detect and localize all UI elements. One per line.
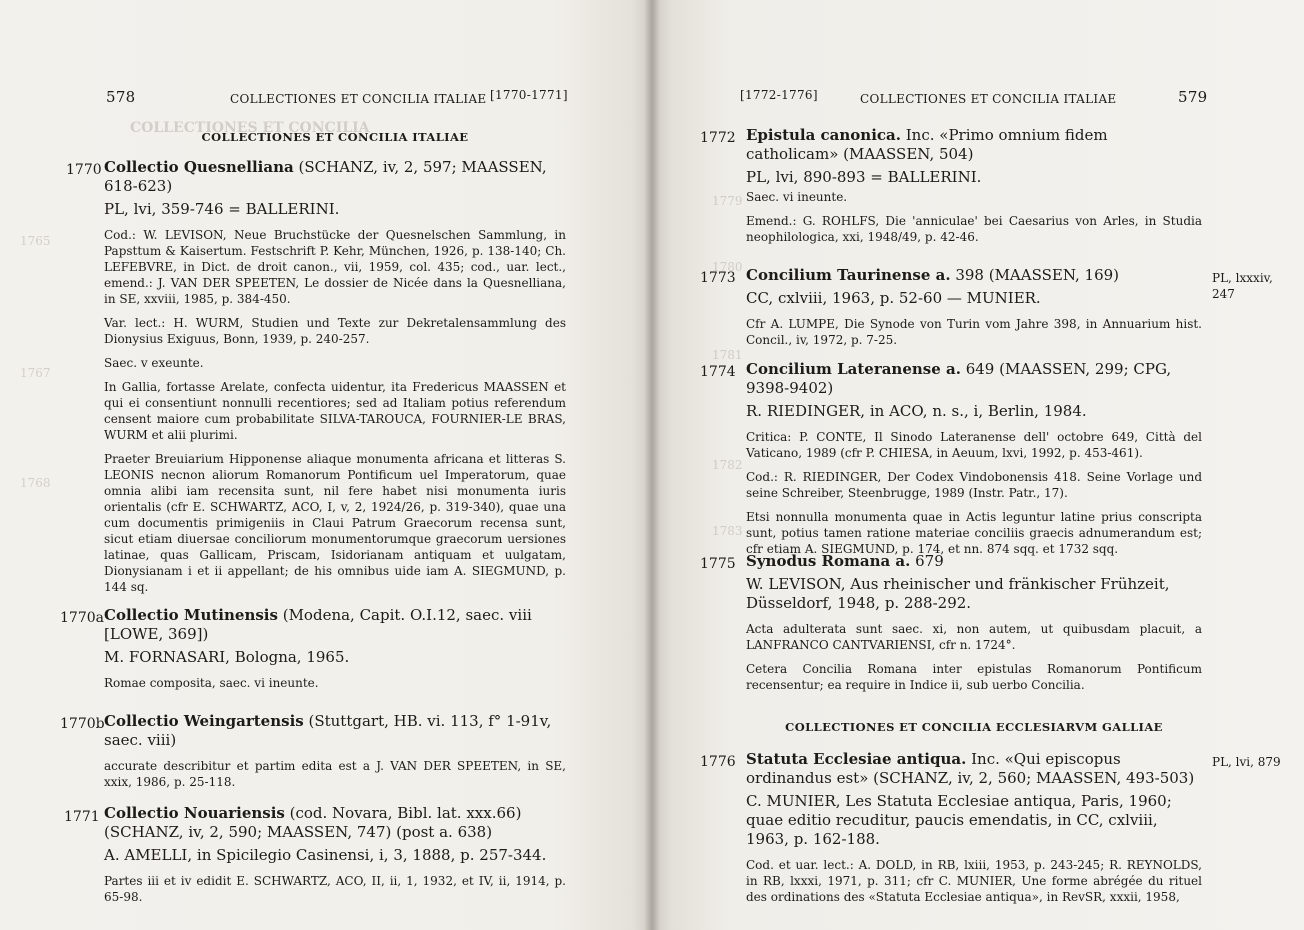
entry-number: 1772 (700, 130, 736, 146)
entry-note: Acta adulterata sunt saec. xi, non autem, ut quibusdam placuit, a LANFRANCO CANTVARIENSI, cfr n. 1724°. (746, 622, 1202, 652)
entry-number: 1773 (700, 270, 736, 286)
entry-number: 1770b (60, 716, 105, 732)
entry-number: 1770a (60, 610, 104, 626)
left-range: [1770-1771] (490, 88, 568, 102)
entry-note: Praeter Breuiarium Hipponense aliaque monumenta africana et litteras S. LEONIS necnon aliorum Romanorum Pontificum uel Imperatorum, quae omnia alibi iam recensita sunt, nil fere habet nisi monumenta iuris orientalis (cfr E. SCHWARTZ, ACO, I, v, 2, 1924/26, p. 319-340), quae una cum documentis primigeniis in Claui Patrum Graecorum recensa sunt, sicut etiam diuersae conciliorum monumentorumque graecorum uersiones latinae, quas Gallicam, Priscam, Isidorianam antiquam et uulgatam, Dionysianam i et ii appellant; de his omnibus uide iam A. SIEGMUND, p. 144 sq. (104, 452, 566, 594)
entry-title: Synodus Romana a. (746, 552, 911, 570)
entry-refs: Inc. «Qui episcopus ordinandus est» (SCHANZ, iv, 2, 560; MAASSEN, 493-503) (746, 750, 1195, 787)
entry-note: Saec. vi ineunte. (746, 190, 848, 204)
entry-note: Critica: P. CONTE, Il Sinodo Lateranense dell' octobre 649, Città del Vaticano, 1989 (cfr P. CHIESA, in Aeuum, lxvi, 1992, p. 453-461). (746, 430, 1202, 460)
bleed-through-margin: 1779 1780 1781 1782 1783 (712, 194, 743, 538)
bleed-through: COLLECTIONES ET CONCILIA (130, 120, 370, 136)
section-title: COLLECTIONES ET CONCILIA ITALIAE (201, 130, 469, 144)
entry-title: Collectio Mutinensis (104, 606, 278, 624)
entry-note: Var. lect.: H. WURM, Studien und Texte zur Dekretalensammlung des Dionysius Exiguus, Bonn, 1939, p. 240-257. (104, 316, 566, 346)
entry-note: Partes iii et iv edidit E. SCHWARTZ, ACO, II, ii, 1, 1932, et IV, ii, 1914, p. 65-98. (104, 874, 566, 904)
left-running-title: COLLECTIONES ET CONCILIA ITALIAE (230, 92, 487, 106)
entry-1773 (746, 266, 1202, 348)
entry-number: 1775 (700, 556, 736, 572)
entry-refs: Inc. «Primo omnium fidem catholicam» (MAASSEN, 504) (746, 126, 1108, 163)
entry-1771 (104, 804, 566, 905)
entry-note: Cod. et uar. lect.: A. DOLD, in RB, lxiii, 1953, p. 243-245; R. REYNOLDS, in RB, lxxxi, 1971, p. 311; cfr C. MUNIER, Une forme abrégée du rituel des ordinations des «Statuta Ecclesiae antiqua», in RevSR, xxxii, 1958, (746, 858, 1202, 904)
entry-refs: (cod. Novara, Bibl. lat. xxx.66) (SCHANZ, iv, 2, 590; MAASSEN, 747) (post a. 638) (104, 804, 522, 841)
entry-title: Epistula canonica. (746, 126, 901, 144)
entry-1775 (746, 552, 1202, 693)
entry-title: Concilium Lateranense a. (746, 360, 961, 378)
entry-title: Statuta Ecclesiae antiqua. (746, 750, 967, 768)
entry-1772 (746, 126, 1202, 245)
entry-source: PL, lvi, 359-746 = BALLERINI. (104, 200, 340, 218)
margin-reference: PL, lvi, 879 (1212, 755, 1281, 769)
left-page-number: 578 (106, 88, 136, 106)
entry-source: C. MUNIER, Les Statuta Ecclesiae antiqua, Paris, 1960; quae editio recuditur, paucis emendatis, in CC, cxlviii, 1963, p. 162-188. (746, 792, 1172, 848)
entry-title: Collectio Nouariensis (104, 804, 285, 822)
entry-note: Etsi nonnulla monumenta quae in Actis leguntur latine prius conscripta sunt, potius tamen ratione materiae conciliis graecis adnumerandum est; cfr etiam A. SIEGMUND, p. 174, et nn. 874 sqq. et 1732 sqq. (746, 510, 1202, 556)
entry-source: PL, lvi, 890-893 = BALLERINI. (746, 168, 982, 186)
entry-1770b (104, 712, 566, 790)
right-running-title: COLLECTIONES ET CONCILIA ITALIAE (860, 92, 1117, 106)
entry-refs: (SCHANZ, iv, 2, 597; MAASSEN, 618-623) (104, 158, 547, 195)
entry-1776 (746, 750, 1202, 905)
right-page (652, 0, 1304, 930)
entry-title: Collectio Weingartensis (104, 712, 304, 730)
entry-note: Romae composita, saec. vi ineunte. (104, 676, 319, 690)
entry-refs: (Modena, Capit. O.I.12, saec. viii [LOWE, 369]) (104, 606, 532, 643)
section-title: COLLECTIONES ET CONCILIA ECCLESIARVM GALLIAE (785, 720, 1163, 734)
entry-refs: 649 (MAASSEN, 299; CPG, 9398-9402) (746, 360, 1172, 397)
entry-refs: (Stuttgart, HB. vi. 113, f° 1-91v, saec. viii) (104, 712, 552, 749)
entry-number: 1771 (64, 809, 100, 825)
entry-number: 1776 (700, 754, 736, 770)
entry-title: Concilium Taurinense a. (746, 266, 951, 284)
entry-number: 1770 (66, 162, 102, 178)
entry-note: Cod.: R. RIEDINGER, Der Codex Vindobonensis 418. Seine Vorlage und seine Schreiber, Steenbrugge, 1989 (Instr. Patr., 17). (746, 470, 1202, 500)
entry-1770a (104, 606, 566, 691)
right-range: [1772-1776] (740, 88, 818, 102)
book-gutter (644, 0, 660, 930)
entry-note: Cfr A. LUMPE, Die Synode von Turin vom Jahre 398, in Annuarium hist. Concil., iv, 1972, p. 7-25. (746, 317, 1202, 347)
entry-source: W. LEVISON, Aus rheinischer und fränkischer Frühzeit, Düsseldorf, 1948, p. 288-292. (746, 575, 1170, 612)
entry-title: Collectio Quesnelliana (104, 158, 294, 176)
entry-source: M. FORNASARI, Bologna, 1965. (104, 648, 350, 666)
entry-refs: 398 (MAASSEN, 169) (950, 266, 1120, 284)
entry-refs: 679 (910, 552, 944, 570)
entry-note: Cetera Concilia Romana inter epistulas Romanorum Pontificum recensentur; ea require in Indice ii, sub uerbo Concilia. (746, 662, 1202, 692)
entry-1774 (746, 360, 1202, 557)
entry-note: Cod.: W. LEVISON, Neue Bruchstücke der Quesnelschen Sammlung, in Papsttum & Kaisertum. Festschrift P. Kehr, München, 1926, p. 138-140; Ch. LEFEBVRE, in Dict. de droit canon., vii, 1959, col. 435; cod., uar. lect., emend.: J. VAN DER SPEETEN, Le dossier de Nicée dans la Quesnelliana, in SE, xxviii, 1985, p. 384-450. (104, 228, 566, 306)
entry-source: R. RIEDINGER, in ACO, n. s., i, Berlin, 1984. (746, 402, 1087, 420)
entry-note: accurate describitur et partim edita est a J. VAN DER SPEETEN, in SE, xxix, 1986, p. 25-118. (104, 759, 566, 789)
right-page-number: 579 (1178, 88, 1208, 106)
entry-note: Emend.: G. ROHLFS, Die 'anniculae' bei Caesarius von Arles, in Studia neophilologica, xxi, 1948/49, p. 42-46. (746, 214, 1202, 244)
entry-source: A. AMELLI, in Spicilegio Casinensi, i, 3, 1888, p. 257-344. (104, 846, 547, 864)
entry-number: 1774 (700, 364, 736, 380)
margin-reference: PL, lxxxiv, 247 (1212, 271, 1273, 301)
entry-1770 (104, 158, 566, 595)
entry-note: In Gallia, fortasse Arelate, confecta uidentur, ita Fredericus MAASSEN et qui ei consentiunt nonnulli recentiores; sed ad Italiam potius referendum censent maiore cum probabilitate SILVA-TAROUCA, FOURNIER-LE BRAS, WURM et alii plurimi. (104, 380, 566, 442)
entry-note: Saec. v exeunte. (104, 356, 204, 370)
bleed-through-margin: 1765 1767 1768 (20, 234, 51, 490)
entry-source: CC, cxlviii, 1963, p. 52-60 — MUNIER. (746, 289, 1041, 307)
